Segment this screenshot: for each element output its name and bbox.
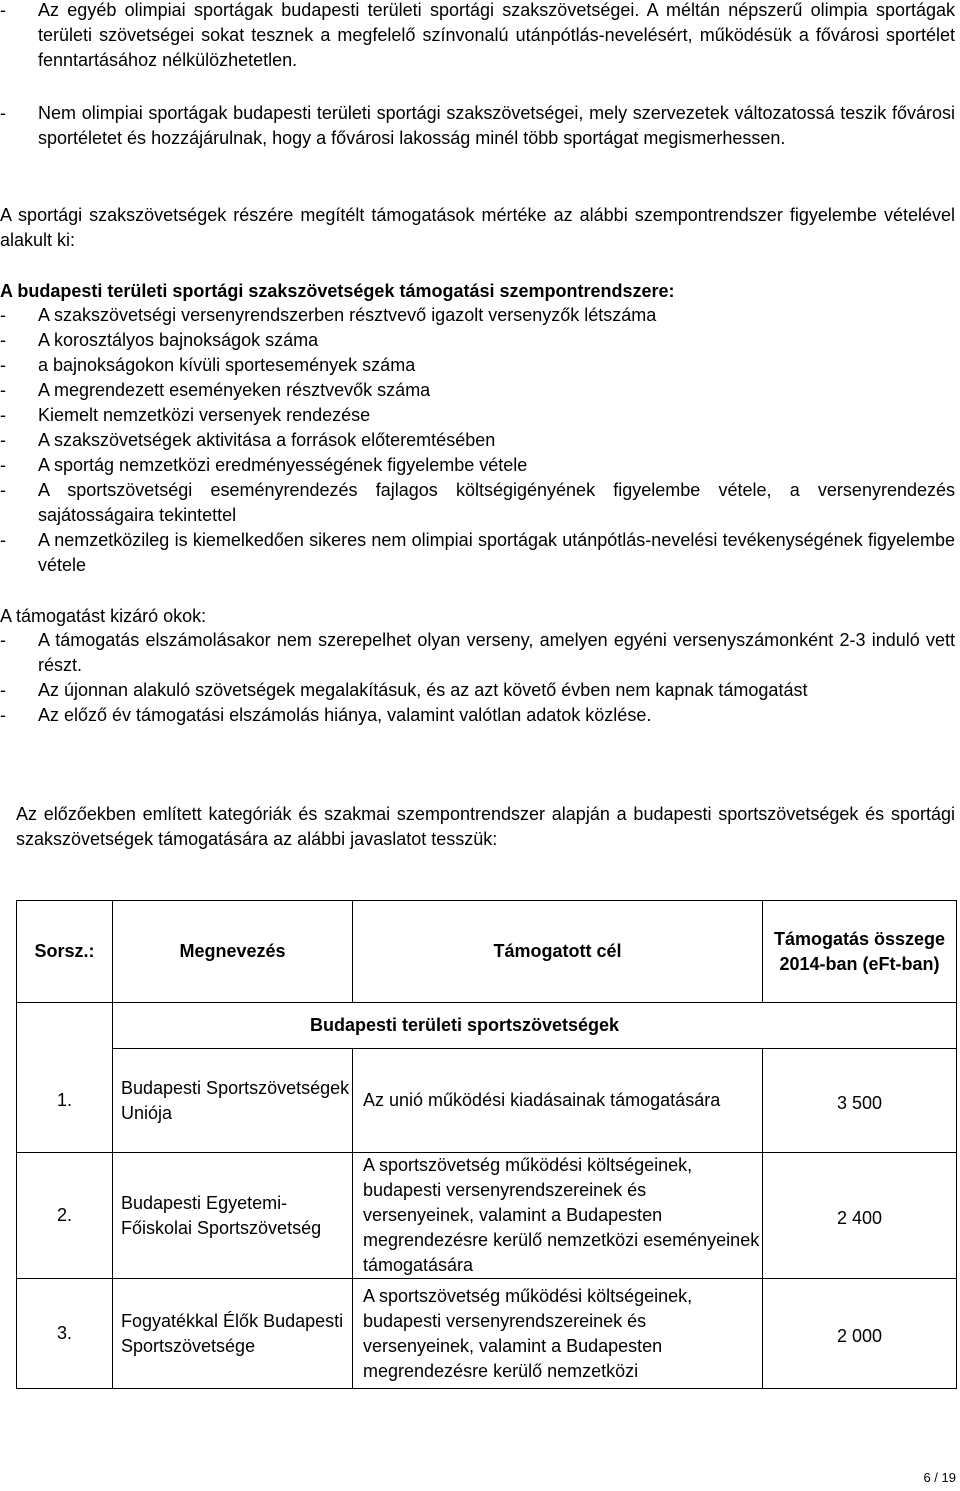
criteria-text: A korosztályos bajnokságok száma bbox=[38, 330, 319, 350]
header-goal: Támogatott cél bbox=[353, 901, 763, 1003]
row-amount: 2 400 bbox=[763, 1153, 957, 1279]
row-name: Budapesti Egyetemi-Főiskolai Sportszövetség bbox=[113, 1153, 353, 1279]
bullet-dash: - bbox=[0, 480, 6, 500]
row-name: Fogyatékkal Élők Budapesti Sportszövetsége bbox=[113, 1279, 353, 1389]
intro-bullet-list-2 bbox=[0, 101, 955, 151]
criteria-text: A szakszövetségek aktivitása a források előteremtésében bbox=[38, 430, 496, 450]
header-num: Sorsz.: bbox=[17, 901, 113, 1003]
intro-bullet bbox=[0, 0, 955, 73]
table-row bbox=[17, 1049, 957, 1153]
criteria-text: A nemzetközileg is kiemelkedően sikeres nem olimpiai sportágak utánpótlás-nevelési tevékenységének figyelembe vétele bbox=[38, 530, 955, 575]
criteria-list bbox=[0, 303, 955, 578]
exclusion-text: A támogatás elszámolásakor nem szerepelhet olyan verseny, amelyen egyéni versenyszámonként 2-3 induló vett részt. bbox=[38, 630, 955, 675]
table-row bbox=[17, 1279, 957, 1389]
bullet-dash: - bbox=[0, 680, 6, 700]
criteria-item bbox=[0, 303, 955, 328]
exclusion-item bbox=[0, 628, 955, 678]
page-number: 6 / 19 bbox=[923, 1470, 956, 1485]
exclusion-heading: A támogatást kizáró okok: bbox=[0, 606, 207, 626]
exclusion-text: Az előző év támogatási elszámolás hiánya, valamint valótlan adatok közlése. bbox=[38, 705, 652, 725]
bullet-dash: - bbox=[0, 305, 6, 325]
bullet-dash: - bbox=[0, 103, 6, 123]
row-num: 1. bbox=[17, 1049, 113, 1153]
criteria-item bbox=[0, 353, 955, 378]
bullet-dash: - bbox=[0, 0, 6, 20]
criteria-item bbox=[0, 428, 955, 453]
criteria-heading: A budapesti területi sportági szakszövetségek támogatási szempontrendszere: bbox=[0, 281, 675, 301]
section-title: Budapesti területi sportszövetségek bbox=[113, 1003, 957, 1049]
bullet-dash: - bbox=[0, 530, 6, 550]
criteria-text: Kiemelt nemzetközi versenyek rendezése bbox=[38, 405, 371, 425]
criteria-text: A szakszövetségi versenyrendszerben résztvevő igazolt versenyzők létszáma bbox=[38, 305, 657, 325]
table-header-row bbox=[17, 901, 957, 1003]
row-goal: A sportszövetség működési költségeinek, budapesti versenyrendszereinek és versenyeinek, valamint a Budapesten megrendezésre kerülő nemzetközi bbox=[353, 1279, 763, 1389]
intro-bullet-text: Nem olimpiai sportágak budapesti területi sportági szakszövetségei, mely szervezetek változatossá teszik fővárosi sportéletet és hozzájárulnak, hogy a fővárosi lakosság minél több sportágat megismerhessen. bbox=[38, 103, 955, 148]
criteria-text: A sportág nemzetközi eredményességének figyelembe vétele bbox=[38, 455, 528, 475]
bullet-dash: - bbox=[0, 405, 6, 425]
bullet-dash: - bbox=[0, 430, 6, 450]
proposal-paragraph: Az előzőekben említett kategóriák és szakmai szempontrendszer alapján a budapesti sportszövetségek és sportági szakszövetségek támogatására az alábbi javaslatot tesszük: bbox=[16, 804, 955, 849]
bullet-dash: - bbox=[0, 455, 6, 475]
criteria-item bbox=[0, 478, 955, 528]
bullet-dash: - bbox=[0, 355, 6, 375]
exclusion-list bbox=[0, 628, 955, 728]
exclusion-text: Az újonnan alakuló szövetségek megalakításuk, és az azt követő évben nem kapnak támogatást bbox=[38, 680, 808, 700]
criteria-text: a bajnokságokon kívüli sportesemények száma bbox=[38, 355, 416, 375]
intro-paragraph: A sportági szakszövetségek részére megítélt támogatások mértéke az alábbi szempontrendszer figyelembe vételével alakult ki: bbox=[0, 205, 955, 250]
criteria-text: A sportszövetségi eseményrendezés fajlagos költségigényének figyelembe vétele, a versenyrendezés sajátosságaira tekintettel bbox=[38, 480, 955, 525]
criteria-item bbox=[0, 328, 955, 353]
table-row bbox=[17, 1153, 957, 1279]
intro-bullet bbox=[0, 101, 955, 151]
support-table bbox=[16, 900, 957, 1389]
exclusion-item bbox=[0, 678, 955, 703]
header-amount: Támogatás összege 2014-ban (eFt-ban) bbox=[763, 901, 957, 1003]
criteria-text: A megrendezett eseményeken résztvevők száma bbox=[38, 380, 431, 400]
row-goal: Az unió működési kiadásainak támogatására bbox=[353, 1049, 763, 1153]
row-amount: 3 500 bbox=[763, 1049, 957, 1153]
row-num: 3. bbox=[17, 1279, 113, 1389]
bullet-dash: - bbox=[0, 330, 6, 350]
intro-bullet-text: Az egyéb olimpiai sportágak budapesti területi sportági szakszövetségei. A méltán népszerű olimpia sportágak területi szövetségei sokat tesznek a megfelelő színvonalú utánpótlás-nevelésért, működésük a fővárosi sportélet fenntartásához nélkülözhetetlen. bbox=[38, 0, 955, 70]
bullet-dash: - bbox=[0, 705, 6, 725]
intro-bullet-list bbox=[0, 0, 955, 73]
row-num: 2. bbox=[17, 1153, 113, 1279]
row-goal: A sportszövetség működési költségeinek, budapesti versenyrendszereinek és versenyeinek, valamint a Budapesten megrendezésre kerülő nemzetközi eseményeinek támogatására bbox=[353, 1153, 763, 1279]
row-name: Budapesti Sportszövetségek Uniója bbox=[113, 1049, 353, 1153]
exclusion-item bbox=[0, 703, 955, 728]
table-section-row bbox=[17, 1003, 957, 1049]
criteria-item bbox=[0, 528, 955, 578]
header-name: Megnevezés bbox=[113, 901, 353, 1003]
row-amount: 2 000 bbox=[763, 1279, 957, 1389]
empty-cell bbox=[17, 1003, 113, 1049]
criteria-item bbox=[0, 378, 955, 403]
criteria-item bbox=[0, 403, 955, 428]
bullet-dash: - bbox=[0, 380, 6, 400]
bullet-dash: - bbox=[0, 630, 6, 650]
criteria-item bbox=[0, 453, 955, 478]
